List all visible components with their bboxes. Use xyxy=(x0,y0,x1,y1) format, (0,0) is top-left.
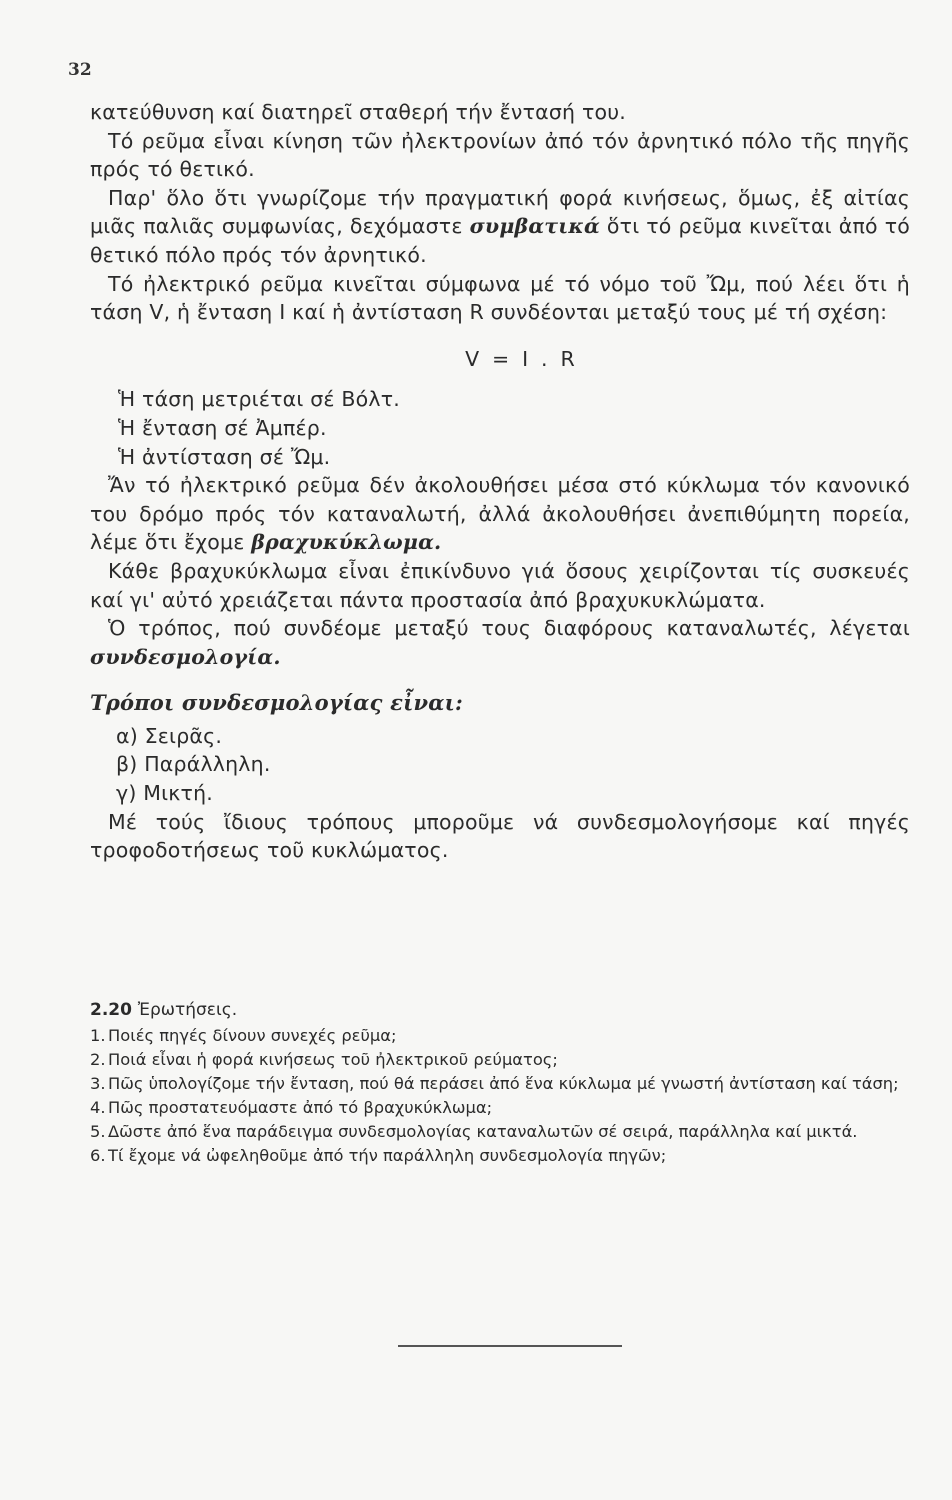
questions-label: Ἐρωτήσεις. xyxy=(137,1000,238,1020)
paragraph-sources-wiring: Μέ τούς ἴδιους τρόπους μποροῦμε νά συνδεσμολογήσομε καί πηγές τροφοδοτήσεως τοῦ κυκλώματος. xyxy=(90,809,910,863)
end-divider xyxy=(398,1345,622,1347)
main-text xyxy=(90,98,910,865)
question-text: Τί ἔχομε νά ὠφεληθοῦμε ἀπό τήν παράλληλη συνδεσμολογία πηγῶν; xyxy=(108,1146,667,1165)
paragraph-short-circuit xyxy=(90,471,910,557)
ohms-law-formula: V = I . R xyxy=(465,346,575,371)
question-text: Ποιά εἶναι ἡ φορά κινήσεως τοῦ ἠλεκτρικοῦ ρεύματος; xyxy=(108,1050,558,1069)
unit-current: Ἡ ἔνταση σέ Ἀμπέρ. xyxy=(118,415,327,440)
question-item xyxy=(90,1120,920,1144)
questions-title xyxy=(90,998,920,1022)
question-number: 2. xyxy=(90,1050,106,1069)
list-item: γ) Μικτή. xyxy=(116,781,214,806)
unit-voltage: Ἡ τάση μετριέται σέ Βόλτ. xyxy=(118,387,400,412)
question-item xyxy=(90,1096,920,1120)
paragraph-text: ὅτι τό ρεῦμα κινεῖται ἀπό τό θετικό πόλο πρός τόν ἀρνητικό. xyxy=(90,214,910,267)
question-number: 3. xyxy=(90,1074,106,1093)
question-text: Πῶς ὑπολογίζομε τήν ἔνταση, πού θά περάσει ἀπό ἕνα κύκλωμα μέ γνωστή ἀντίσταση καί τάση; xyxy=(108,1074,899,1093)
unit-resistance: Ἡ ἀντίσταση σέ Ὤμ. xyxy=(118,444,331,469)
connection-types-heading: Τρόποι συνδεσμολογίας εἶναι: xyxy=(90,690,463,716)
question-text: Δῶστε ἀπό ἕνα παράδειγμα συνδεσμολογίας καταναλωτῶν σέ σειρά, παράλληλα καί μικτά. xyxy=(108,1122,858,1141)
page-number: 32 xyxy=(68,60,92,80)
paragraph-current-flow: Τό ρεῦμα εἶναι κίνηση τῶν ἠλεκτρονίων ἀπό τόν ἀρνητικό πόλο τῆς πηγῆς πρός τό θετικό. xyxy=(90,128,910,182)
paragraph-text: Παρ' ὅλο ὅτι γνωρίζομε τήν πραγματική φορά κινήσεως, ὅμως, ἐξ αἰτίας μιᾶς παλιᾶς συμφωνίας, δεχόμαστε xyxy=(90,185,910,239)
term-short-circuit: βραχυκύκλωμα. xyxy=(251,530,442,555)
list-item: β) Παράλληλη. xyxy=(116,752,271,777)
question-item xyxy=(90,1144,920,1168)
paragraph-text: Ὁ τρόπος, πού συνδέομε μεταξύ τους διαφόρους καταναλωτές, λέγεται xyxy=(108,616,910,641)
paragraph-continuation: κατεύθυνση καί διατηρεῖ σταθερή τήν ἔντασή του. xyxy=(90,100,627,124)
paragraph-wiring xyxy=(90,614,910,671)
question-text: Πῶς προστατευόμαστε ἀπό τό βραχυκύκλωμα; xyxy=(108,1098,493,1117)
paragraph-ohms-law: Τό ἠλεκτρικό ρεῦμα κινεῖται σύμφωνα μέ τό νόμο τοῦ Ὤμ, πού λέει ὅτι ἡ τάση V, ἡ ἔνταση I καί ἡ ἀντίσταση R συνδέονται μεταξύ τους μέ τή σχέση: xyxy=(90,271,910,325)
section-number: 2.20 xyxy=(90,1000,132,1020)
question-number: 6. xyxy=(90,1146,106,1165)
term-conventional: συμβατικά xyxy=(469,214,600,239)
paragraph-danger: Κάθε βραχυκύκλωμα εἶναι ἐπικίνδυνο γιά ὅσους χειρίζονται τίς συσκευές καί γι' αὐτό χρειάζεται πάντα προστασία ἀπό βραχυκυκλώματα. xyxy=(90,558,910,612)
question-number: 1. xyxy=(90,1026,106,1045)
question-item xyxy=(90,1024,920,1048)
question-number: 5. xyxy=(90,1122,106,1141)
paragraph-conventional-direction xyxy=(90,184,910,270)
paragraph-text: Ἄν τό ἠλεκτρικό ρεῦμα δέν ἀκολουθήσει μέσα στό κύκλωμα τόν κανονικό του δρόμο πρός τόν καταναλωτή, ἀλλά ἀκολουθήσει ἀνεπιθύμητη πορεία, λέμε ὅτι ἔχομε xyxy=(90,473,910,555)
question-item xyxy=(90,1072,920,1096)
question-item xyxy=(90,1048,920,1072)
list-item: α) Σειρᾶς. xyxy=(116,723,223,748)
question-text: Ποιές πηγές δίνουν συνεχές ρεῦμα; xyxy=(108,1026,397,1045)
term-wiring: συνδεσμολογία. xyxy=(90,644,281,669)
question-number: 4. xyxy=(90,1098,106,1117)
questions-section xyxy=(90,998,920,1168)
